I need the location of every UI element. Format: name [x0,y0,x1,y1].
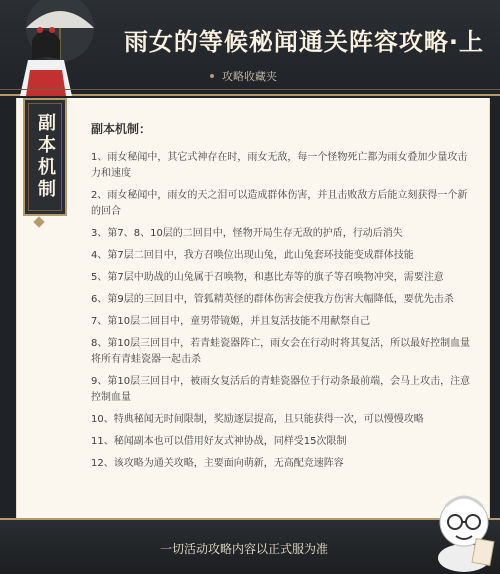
mascot-icon [428,470,500,574]
mechanics-card [16,98,490,518]
list-item: 5、第7层中助战的山兔属于召唤物，和惠比寿等的旗子等召唤物冲突，需要注意 [91,272,444,283]
section-title: 副本机制： [91,122,152,136]
section-tag-label: 副本机制 [35,113,56,201]
list-item: 2、雨女秘闻中，雨女的天之泪可以造成群体伤害，并且击败敌方后能立刻获得一个新的回合 [91,190,468,217]
diamond-ornament-icon [33,216,44,227]
yunv-character-icon [0,0,110,96]
mechanics-list [91,150,477,478]
subtitle: 攻略收藏夹 [222,70,277,83]
list-item: 8、第10层三回目中，若青蛙瓷器阵亡，雨女会在行动时将其复活，所以最好控制血量将所有青蛙瓷器一起击杀 [91,338,471,365]
header [0,0,500,96]
footer-note: 一切活动攻略内容以正式服为准 [160,542,329,556]
section-tag-frame [28,103,62,211]
section-tag [23,98,67,216]
list-item: 3、第7、8、10层的二回目中，怪物开局生存无敌的护盾，行动后消失 [91,228,403,239]
list-item: 10、特典秘闻无时间限制，奖励逐层提高，且只能获得一次，可以慢慢攻略 [91,414,424,425]
list-item: 9、第10层三回目中，被雨女复活后的青蛙瓷器位于行动条最前端，会马上攻击，注意控制血量 [91,376,471,403]
page-title: 雨女的等候秘闻通关阵容攻略·上 [123,28,485,56]
list-item: 12、该攻略为通关攻略，主要面向萌新，无高配竞速阵容 [91,458,344,469]
list-item: 11、秘闻副本也可以借用好友式神协战，同样受15次限制 [91,436,347,447]
list-item: 4、第7层二回目中，我方召唤位出现山兔，此山兔套环技能变成群体技能 [91,250,414,261]
list-item: 1、雨女秘闻中，其它式神存在时，雨女无敌，每一个怪物死亡都为雨女叠加少量攻击力和速度 [91,152,468,179]
list-item: 6、第9层的三回目中，管狐精英怪的群体伤害会使我方伤害大幅降低，要优先击杀 [91,294,454,305]
subtitle-row [210,68,277,84]
footer [0,518,500,574]
bullet-dot-icon [210,74,214,78]
list-item: 7、第10层二回目中，童男带镜姬，并且复活技能不用献祭自己 [91,316,371,327]
